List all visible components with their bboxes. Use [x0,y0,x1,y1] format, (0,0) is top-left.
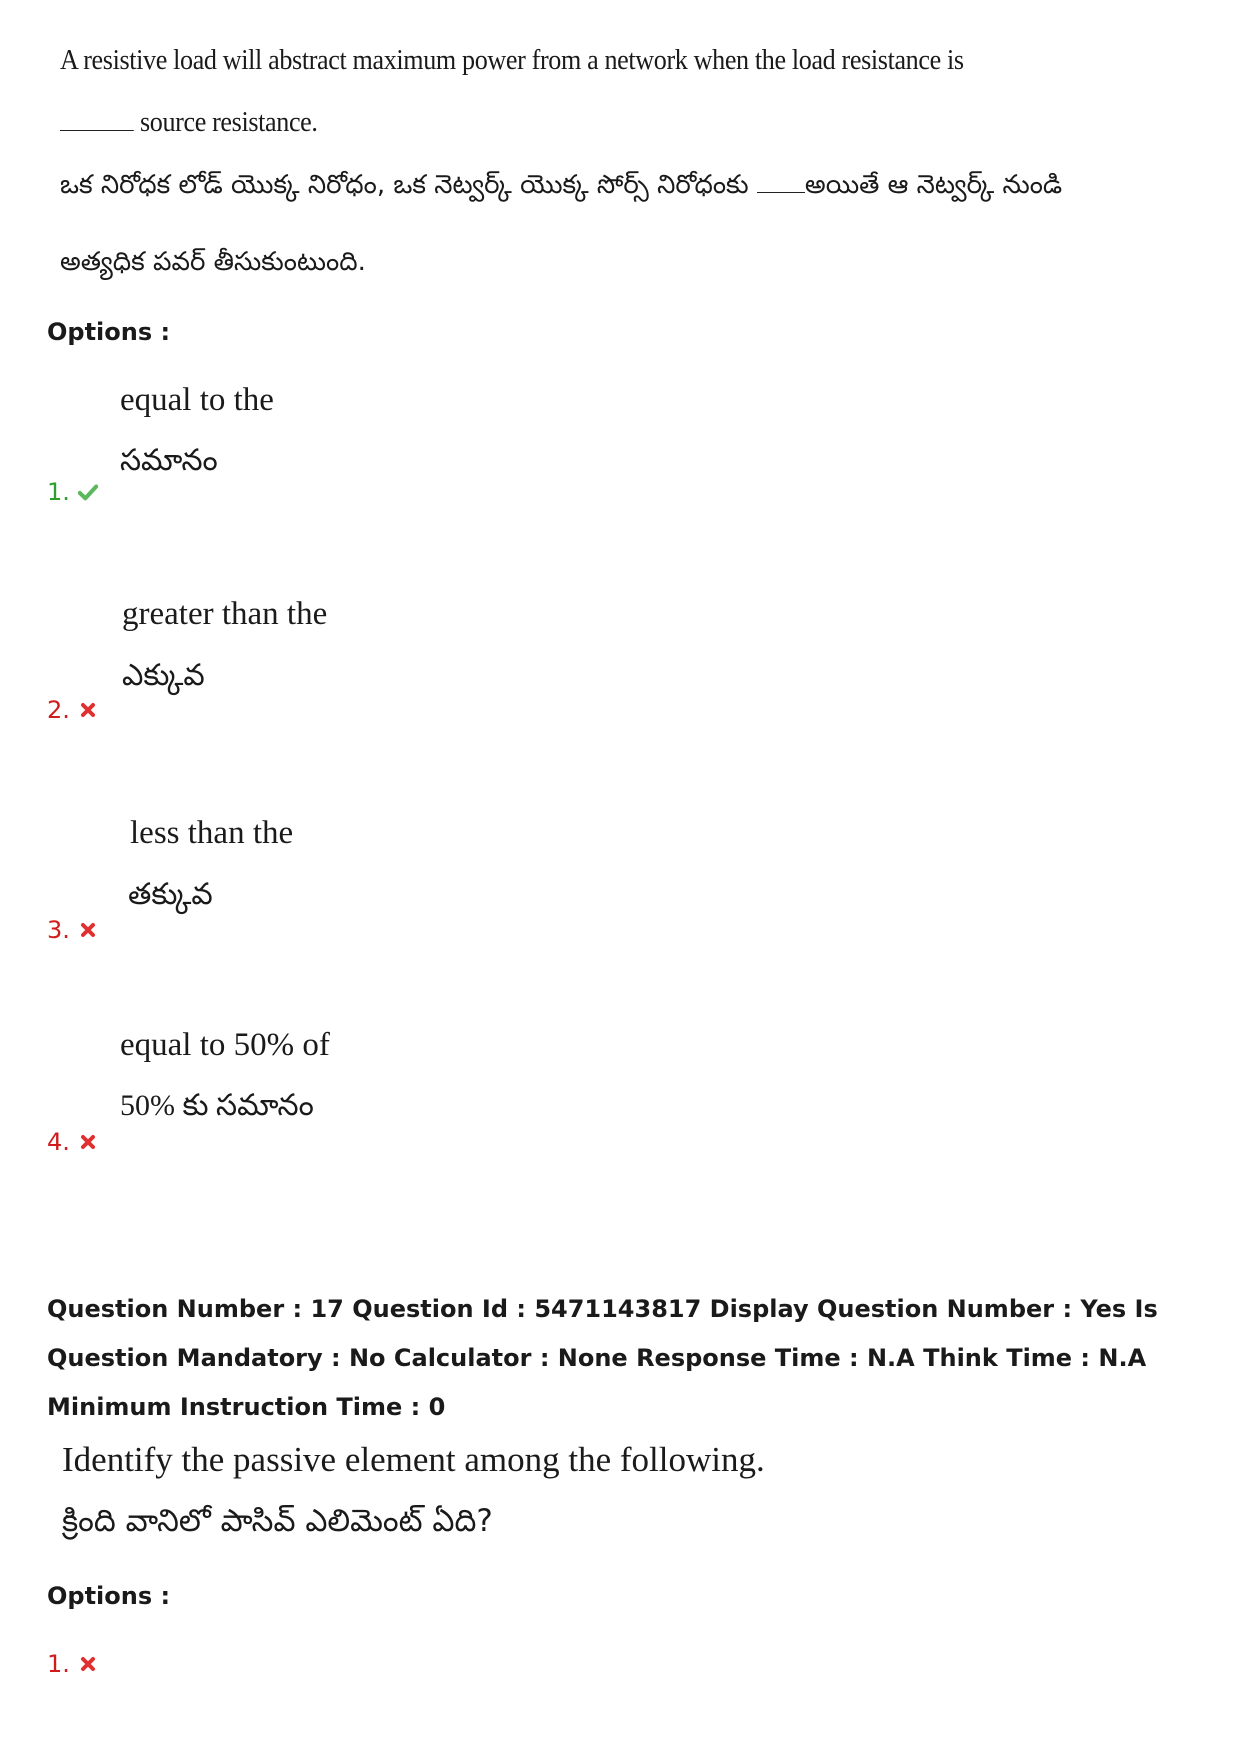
cross-icon [78,1132,98,1152]
option-text-te: ఎక్కువ [122,658,205,693]
cross-icon [78,700,98,720]
question-meta: Question Number : 17 Question Id : 5471143817 Display Question Number : Yes Is Question Mandatory : No Calculator : None Response Time : N.A Think Time : N.A Minimum Instruction Time : 0 [47,1295,1158,1421]
option-marker: 1. [47,478,98,506]
question-text-te-line2: అత్యధిక పవర్ తీసుకుంటుంది. [60,247,366,277]
option-text-te: 50% కు సమానం [120,1089,314,1122]
option-marker: 3. [47,916,98,944]
option-marker: 1. [47,1650,98,1678]
answer-blank [60,130,134,131]
answer-blank-te [757,192,805,193]
question-text-te-line1: ఒక నిరోధక లోడ్ యొక్క నిరోధం, ఒక నెట్వర్క్ యొక్క సోర్స్ నిరోధంకు అయితే ఆ నెట్వర్క్ నుండి [60,170,1063,200]
option-text-te: తక్కువ [128,877,213,912]
question-text-en-line1: A resistive load will abstract maximum power from a network when the load resistance is [60,44,964,76]
cross-icon [78,920,98,940]
option-text-en: equal to 50% of [120,1027,330,1063]
question-text-en-line2: source resistance. [60,106,318,139]
check-icon [78,482,98,502]
question-text-en: Identify the passive element among the following. [62,1440,765,1479]
option-text-te: సమానం [120,443,218,478]
option-marker: 4. [47,1128,98,1156]
option-text-en: greater than the [122,596,328,632]
options-heading: Options : [47,1582,171,1610]
question-text-te: క్రింది వానిలో పాసివ్ ఎలిమెంట్ ఏది? [62,1503,493,1539]
option-marker: 2. [47,696,98,724]
cross-icon [78,1654,98,1674]
option-text-en: equal to the [120,382,274,418]
option-text-en: less than the [130,815,294,851]
options-heading: Options : [47,318,171,346]
